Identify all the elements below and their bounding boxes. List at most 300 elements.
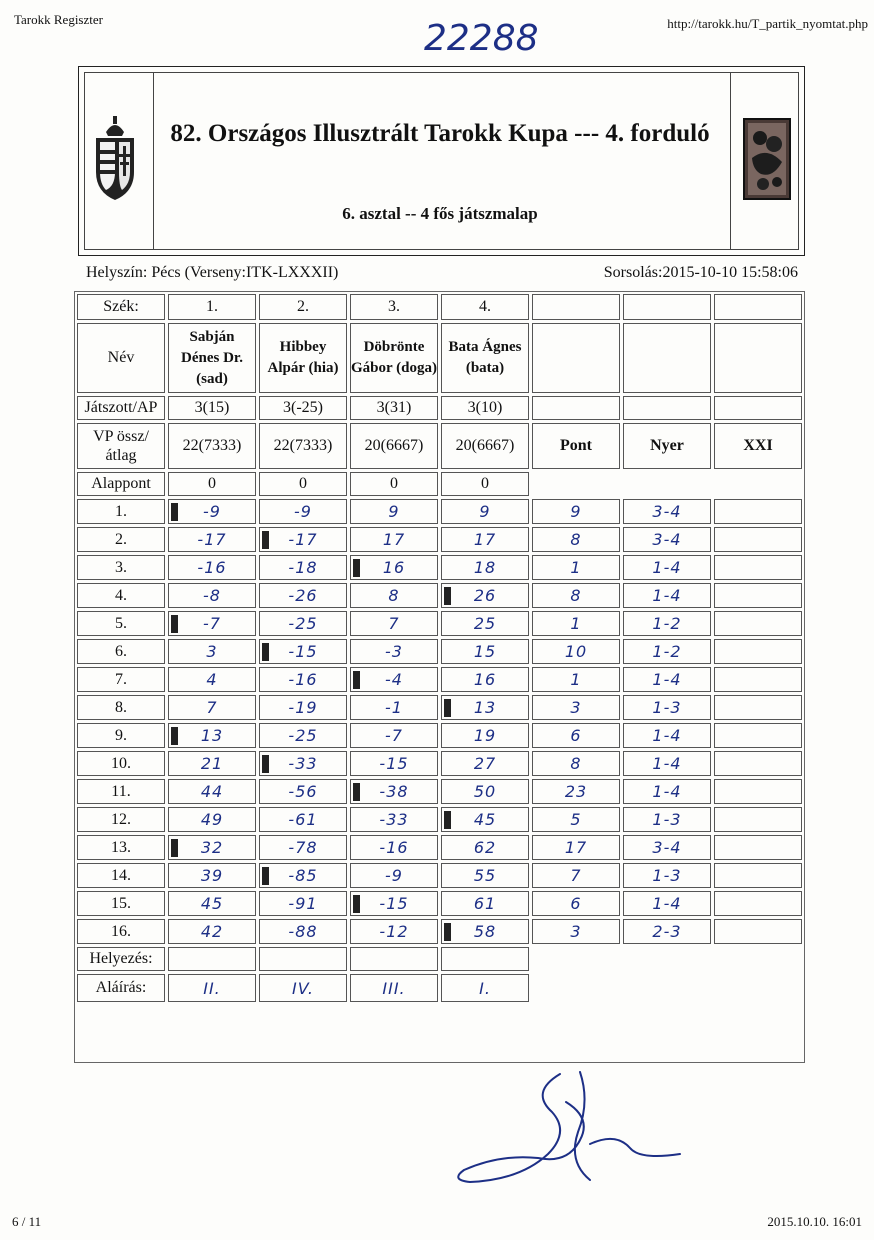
xxi-cell <box>714 499 802 524</box>
score-cell <box>350 919 438 944</box>
coat-of-arms-icon <box>92 116 138 202</box>
player-name-4: Bata Ágnes (bata) <box>441 323 529 393</box>
score-value: 17 <box>473 530 497 549</box>
score-value: 26 <box>473 586 497 605</box>
seat-row <box>77 294 802 320</box>
score-cell <box>259 919 347 944</box>
score-value: -61 <box>288 810 318 829</box>
blank-cell <box>532 974 620 1002</box>
draw-text: Sorsolás:2015-10-10 15:58:06 <box>603 264 798 281</box>
empty-cell <box>714 396 802 420</box>
score-cell <box>441 919 529 944</box>
score-cell <box>350 751 438 776</box>
round-number: 12. <box>77 807 165 832</box>
score-cell <box>259 555 347 580</box>
xxi-cell <box>714 695 802 720</box>
location-text: Helyszín: Pécs (Verseny:ITK-LXXXII) <box>86 264 339 281</box>
score-value: 21 <box>200 754 224 773</box>
base-4: 0 <box>441 472 529 496</box>
score-value: -16 <box>288 670 318 689</box>
seat-2: 2. <box>259 294 347 320</box>
xxi-cell <box>714 527 802 552</box>
score-value: -18 <box>288 558 318 577</box>
round-number: 9. <box>77 723 165 748</box>
xxi-cell <box>714 919 802 944</box>
score-value: -8 <box>203 586 221 605</box>
score-cell <box>259 807 347 832</box>
dealer-marker-icon <box>444 811 451 829</box>
dealer-marker-icon <box>171 727 178 745</box>
score-value: -12 <box>379 922 409 941</box>
nyer-cell: 1-3 <box>623 695 711 720</box>
round-row <box>77 667 802 692</box>
pont-cell: 6 <box>532 891 620 916</box>
score-cell <box>168 555 256 580</box>
round-number: 1. <box>77 499 165 524</box>
round-row <box>77 611 802 636</box>
xxi-cell <box>714 639 802 664</box>
page-title: 82. Országos Illusztrált Tarokk Kupa --- 4. forduló <box>170 120 710 147</box>
placement-4[interactable] <box>441 947 529 971</box>
blank-cell <box>532 472 620 496</box>
score-cell <box>259 667 347 692</box>
score-value: -33 <box>288 754 318 773</box>
score-value: -4 <box>385 670 403 689</box>
score-value: -9 <box>385 866 403 885</box>
score-cell <box>259 583 347 608</box>
score-cell <box>350 667 438 692</box>
score-cell <box>350 611 438 636</box>
vp-row <box>77 423 802 469</box>
score-value: 45 <box>200 894 224 913</box>
score-cell <box>441 807 529 832</box>
round-number: 8. <box>77 695 165 720</box>
seat-label: Szék: <box>77 294 165 320</box>
round-row <box>77 555 802 580</box>
round-row <box>77 807 802 832</box>
score-value: 62 <box>473 838 497 857</box>
score-cell <box>441 779 529 804</box>
score-cell <box>259 723 347 748</box>
score-value: 13 <box>200 726 224 745</box>
score-cell <box>441 639 529 664</box>
score-cell <box>350 499 438 524</box>
score-value: -56 <box>288 782 318 801</box>
dealer-marker-icon <box>444 923 451 941</box>
score-value: -38 <box>379 782 409 801</box>
xxi-cell <box>714 835 802 860</box>
score-value: 61 <box>473 894 497 913</box>
score-value: -7 <box>203 614 221 633</box>
played-row <box>77 396 802 420</box>
base-3: 0 <box>350 472 438 496</box>
page-number: 6 / 11 <box>12 1214 42 1229</box>
score-value: -15 <box>379 894 409 913</box>
score-cell <box>168 611 256 636</box>
score-cell <box>350 863 438 888</box>
name-label: Név <box>77 323 165 393</box>
score-cell <box>441 695 529 720</box>
nyer-cell: 1-4 <box>623 751 711 776</box>
round-number: 15. <box>77 891 165 916</box>
score-value: 50 <box>473 782 497 801</box>
score-cell <box>441 891 529 916</box>
dealer-marker-icon <box>171 615 178 633</box>
nyer-cell: 1-4 <box>623 667 711 692</box>
seat-4: 4. <box>441 294 529 320</box>
score-cell <box>259 611 347 636</box>
nyer-cell: 1-2 <box>623 639 711 664</box>
signature-1: II. <box>168 974 256 1002</box>
pont-cell: 8 <box>532 583 620 608</box>
dealer-marker-icon <box>353 783 360 801</box>
score-cell <box>259 695 347 720</box>
score-value: 3 <box>206 642 218 661</box>
handwritten-signature <box>440 1062 700 1202</box>
signature-4: I. <box>441 974 529 1002</box>
score-value: -16 <box>197 558 227 577</box>
round-number: 4. <box>77 583 165 608</box>
xxi-cell <box>714 723 802 748</box>
score-cell <box>259 639 347 664</box>
score-value: -25 <box>288 614 318 633</box>
played-label: Játszott/AP <box>77 396 165 420</box>
score-value: 8 <box>388 586 400 605</box>
played-4: 3(10) <box>441 396 529 420</box>
blank-cell <box>714 472 802 496</box>
nyer-cell: 3-4 <box>623 499 711 524</box>
score-value: -7 <box>385 726 403 745</box>
vp-1: 22(7333) <box>168 423 256 469</box>
score-cell <box>350 527 438 552</box>
print-timestamp: 2015.10.10. 16:01 <box>767 1214 862 1229</box>
score-value: 7 <box>388 614 400 633</box>
round-number: 2. <box>77 527 165 552</box>
score-value: 17 <box>382 530 406 549</box>
pont-cell: 10 <box>532 639 620 664</box>
nyer-cell: 3-4 <box>623 527 711 552</box>
nyer-cell: 2-3 <box>623 919 711 944</box>
score-cell <box>259 499 347 524</box>
pont-cell: 1 <box>532 555 620 580</box>
pont-cell: 8 <box>532 751 620 776</box>
score-value: -85 <box>288 866 318 885</box>
score-value: 58 <box>473 922 497 941</box>
score-value: -1 <box>385 698 403 717</box>
round-number: 3. <box>77 555 165 580</box>
nyer-cell: 3-4 <box>623 835 711 860</box>
signature-row <box>77 974 802 1002</box>
score-cell <box>259 863 347 888</box>
pont-cell: 1 <box>532 611 620 636</box>
round-row <box>77 639 802 664</box>
pont-cell: 23 <box>532 779 620 804</box>
dealer-marker-icon <box>353 895 360 913</box>
round-row <box>77 919 802 944</box>
score-cell <box>168 863 256 888</box>
round-row <box>77 499 802 524</box>
dealer-marker-icon <box>353 559 360 577</box>
dealer-marker-icon <box>171 839 178 857</box>
score-cell <box>441 667 529 692</box>
round-number: 5. <box>77 611 165 636</box>
dealer-marker-icon <box>262 755 269 773</box>
nyer-cell: 1-4 <box>623 555 711 580</box>
score-value: 25 <box>473 614 497 633</box>
vp-label: VP össz/átlag <box>77 423 165 469</box>
empty-cell <box>532 396 620 420</box>
score-value: -26 <box>288 586 318 605</box>
score-value: 42 <box>200 922 224 941</box>
empty-cell <box>623 323 711 393</box>
score-value: 9 <box>388 502 400 521</box>
score-value: -25 <box>288 726 318 745</box>
round-row <box>77 863 802 888</box>
score-cell <box>441 555 529 580</box>
pont-cell: 17 <box>532 835 620 860</box>
dealer-marker-icon <box>262 867 269 885</box>
round-row <box>77 751 802 776</box>
xxi-cell <box>714 611 802 636</box>
score-cell <box>441 499 529 524</box>
pont-cell: 3 <box>532 919 620 944</box>
base-2: 0 <box>259 472 347 496</box>
signature-label: Aláírás: <box>77 974 165 1002</box>
score-value: -9 <box>294 502 312 521</box>
round-number: 11. <box>77 779 165 804</box>
score-value: -9 <box>203 502 221 521</box>
round-row <box>77 835 802 860</box>
score-value: 15 <box>473 642 497 661</box>
round-number: 14. <box>77 863 165 888</box>
score-cell <box>168 835 256 860</box>
nyer-cell: 1-4 <box>623 891 711 916</box>
score-value: 44 <box>200 782 224 801</box>
signature-2: IV. <box>259 974 347 1002</box>
nyer-cell: 1-3 <box>623 807 711 832</box>
vp-3: 20(6667) <box>350 423 438 469</box>
score-value: -78 <box>288 838 318 857</box>
round-row <box>77 583 802 608</box>
score-cell <box>441 723 529 748</box>
dealer-marker-icon <box>262 531 269 549</box>
score-value: -3 <box>385 642 403 661</box>
score-value: -88 <box>288 922 318 941</box>
xxi-cell <box>714 555 802 580</box>
base-row <box>77 472 802 496</box>
empty-cell <box>714 294 802 320</box>
score-value: -17 <box>197 530 227 549</box>
score-value: -15 <box>288 642 318 661</box>
handwritten-number: 22288 <box>424 18 539 59</box>
pont-cell: 5 <box>532 807 620 832</box>
base-1: 0 <box>168 472 256 496</box>
played-3: 3(31) <box>350 396 438 420</box>
score-cell <box>168 499 256 524</box>
blank-cell <box>714 947 802 971</box>
xxi-cell <box>714 667 802 692</box>
score-cell <box>350 639 438 664</box>
score-cell <box>441 863 529 888</box>
empty-cell <box>623 294 711 320</box>
blank-cell <box>623 974 711 1002</box>
xxi-cell <box>714 891 802 916</box>
score-cell <box>259 891 347 916</box>
score-value: 27 <box>473 754 497 773</box>
round-row <box>77 723 802 748</box>
dealer-marker-icon <box>444 587 451 605</box>
round-number: 16. <box>77 919 165 944</box>
dealer-marker-icon <box>353 671 360 689</box>
base-label: Alappont <box>77 472 165 496</box>
pont-cell: 9 <box>532 499 620 524</box>
pont-cell: 3 <box>532 695 620 720</box>
round-number: 7. <box>77 667 165 692</box>
score-cell <box>350 835 438 860</box>
score-cell <box>168 527 256 552</box>
played-1: 3(15) <box>168 396 256 420</box>
page-url[interactable]: http://tarokk.hu/T_partik_nyomtat.php <box>667 16 868 31</box>
score-cell <box>350 807 438 832</box>
score-cell <box>350 723 438 748</box>
score-cell <box>168 723 256 748</box>
xxi-cell <box>714 583 802 608</box>
score-value: -33 <box>379 810 409 829</box>
xxi-header: XXI <box>714 423 802 469</box>
pont-cell: 8 <box>532 527 620 552</box>
score-cell <box>259 779 347 804</box>
score-cell <box>441 751 529 776</box>
seat-1: 1. <box>168 294 256 320</box>
pont-header: Pont <box>532 423 620 469</box>
header-box <box>78 66 805 256</box>
round-number: 13. <box>77 835 165 860</box>
score-cell <box>168 891 256 916</box>
player-name-3: Döbrönte Gábor (doga) <box>350 323 438 393</box>
score-value: 49 <box>200 810 224 829</box>
empty-cell <box>623 396 711 420</box>
score-value: 4 <box>206 670 218 689</box>
score-value: -19 <box>288 698 318 717</box>
played-2: 3(-25) <box>259 396 347 420</box>
nyer-header: Nyer <box>623 423 711 469</box>
player-name-2: Hibbey Alpár (hia) <box>259 323 347 393</box>
blank-cell <box>532 947 620 971</box>
score-value: 9 <box>479 502 491 521</box>
score-value: 39 <box>200 866 224 885</box>
score-cell <box>168 583 256 608</box>
score-cell <box>259 835 347 860</box>
round-number: 10. <box>77 751 165 776</box>
placement-3[interactable] <box>350 947 438 971</box>
score-cell <box>441 835 529 860</box>
round-row <box>77 891 802 916</box>
nyer-cell: 1-4 <box>623 583 711 608</box>
pont-cell: 7 <box>532 863 620 888</box>
score-value: -91 <box>288 894 318 913</box>
score-value: -16 <box>379 838 409 857</box>
vp-4: 20(6667) <box>441 423 529 469</box>
pont-cell: 6 <box>532 723 620 748</box>
score-cell <box>168 807 256 832</box>
placement-row <box>77 947 802 971</box>
score-value: -15 <box>379 754 409 773</box>
score-cell <box>350 779 438 804</box>
score-value: 55 <box>473 866 497 885</box>
score-cell <box>259 751 347 776</box>
score-cell <box>350 695 438 720</box>
empty-cell <box>532 294 620 320</box>
score-value: 16 <box>382 558 406 577</box>
placement-2[interactable] <box>259 947 347 971</box>
seat-3: 3. <box>350 294 438 320</box>
nyer-cell: 1-2 <box>623 611 711 636</box>
score-cell <box>441 583 529 608</box>
score-value: 19 <box>473 726 497 745</box>
xxi-cell <box>714 751 802 776</box>
vp-2: 22(7333) <box>259 423 347 469</box>
score-value: 7 <box>206 698 218 717</box>
page-subtitle: 6. asztal -- 4 fős játszmalap <box>342 204 538 223</box>
score-value: 13 <box>473 698 497 717</box>
site-title: Tarokk Regiszter <box>14 12 103 27</box>
dealer-marker-icon <box>444 699 451 717</box>
score-cell <box>259 527 347 552</box>
pont-cell: 1 <box>532 667 620 692</box>
score-cell <box>168 919 256 944</box>
round-row <box>77 779 802 804</box>
score-cell <box>168 667 256 692</box>
dealer-marker-icon <box>262 643 269 661</box>
player-name-1: Sabján Dénes Dr. (sad) <box>168 323 256 393</box>
nyer-cell: 1-4 <box>623 779 711 804</box>
xxi-cell <box>714 807 802 832</box>
score-cell <box>168 751 256 776</box>
score-cell <box>168 779 256 804</box>
score-value: 32 <box>200 838 224 857</box>
nyer-cell: 1-4 <box>623 723 711 748</box>
placement-1[interactable] <box>168 947 256 971</box>
score-value: -17 <box>288 530 318 549</box>
score-cell <box>350 555 438 580</box>
round-row <box>77 695 802 720</box>
placement-label: Helyezés: <box>77 947 165 971</box>
score-value: 18 <box>473 558 497 577</box>
score-cell <box>441 611 529 636</box>
name-row <box>77 323 802 393</box>
round-number: 6. <box>77 639 165 664</box>
score-value: 45 <box>473 810 497 829</box>
score-value: 16 <box>473 670 497 689</box>
empty-cell <box>532 323 620 393</box>
score-cell <box>168 639 256 664</box>
signature-3: III. <box>350 974 438 1002</box>
round-row <box>77 527 802 552</box>
score-cell <box>441 527 529 552</box>
blank-cell <box>714 974 802 1002</box>
nyer-cell: 1-3 <box>623 863 711 888</box>
score-cell <box>168 695 256 720</box>
dealer-marker-icon <box>171 503 178 521</box>
score-cell <box>350 891 438 916</box>
blank-cell <box>623 472 711 496</box>
score-table <box>74 291 805 1005</box>
blank-cell <box>623 947 711 971</box>
empty-cell <box>714 323 802 393</box>
tarot-card-icon <box>743 118 791 200</box>
xxi-cell <box>714 863 802 888</box>
xxi-cell <box>714 779 802 804</box>
